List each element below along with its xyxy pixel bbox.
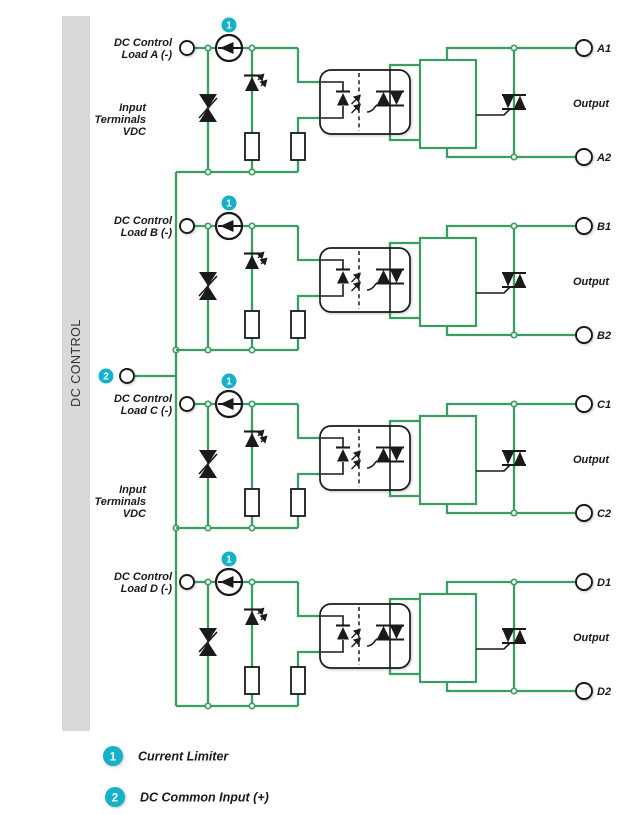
channel-d-load-label-line1: DC Control	[113, 571, 172, 583]
channel-a-limiter-badge-number: 1	[226, 20, 232, 32]
channel-b-terminal-bottom-label: B2	[597, 330, 612, 342]
common-input-terminal-icon	[120, 369, 134, 383]
channel-a-load-label-line2: Load A (-)	[121, 49, 172, 61]
legend	[103, 746, 269, 807]
channel-a-terminal-bottom-label: A2	[597, 152, 612, 164]
channel-a-load-label-line1: DC Control	[113, 37, 172, 49]
channel-c-terminal-top-label: C1	[597, 399, 612, 411]
channel-d-terminal-top-label: D1	[597, 577, 612, 589]
channel-c-load-label-line2: Load C (-)	[120, 405, 172, 417]
channel-a-circuit	[176, 18, 592, 175]
channel-d-load-label-line2: Load D (-)	[120, 583, 172, 595]
channel-a-terminal-top-label: A1	[597, 43, 612, 55]
channel-c-load-label-line1: DC Control	[113, 393, 172, 405]
dc-common-input	[99, 369, 177, 384]
legend-badge-2-number: 2	[111, 792, 119, 805]
legend-badge-1-number: 1	[109, 751, 117, 764]
input-terminals-label-1-line3: VDC	[122, 126, 146, 138]
channel-d-terminal-bottom-label: D2	[597, 686, 612, 698]
channel-d-circuit	[176, 552, 592, 709]
input-terminals-label-2-line2: Terminals	[94, 496, 146, 508]
input-terminals-label-2-line1: Input	[119, 484, 146, 496]
channel-c-terminal-bottom-label: C2	[597, 508, 612, 520]
sidebar-label: DC CONTROL	[69, 319, 83, 407]
legend-label-2: DC Common Input (+)	[140, 790, 269, 805]
channel-c-output-label: Output	[573, 454, 610, 466]
channel-b-limiter-badge-number: 1	[226, 198, 232, 210]
channel-b-output-label: Output	[573, 276, 610, 288]
channel-c-limiter-badge-number: 1	[226, 376, 232, 388]
channel-b-circuit	[176, 196, 592, 353]
input-terminals-label-1-line2: Terminals	[94, 114, 146, 126]
legend-label-1: Current Limiter	[138, 749, 229, 764]
channel-d-limiter-badge-number: 1	[226, 554, 232, 566]
channel-d-output-label: Output	[573, 632, 610, 644]
input-terminals-label-2-line3: VDC	[122, 508, 146, 520]
input-terminals-label-1-line1: Input	[119, 102, 146, 114]
channel-a-output-label: Output	[573, 98, 610, 110]
channel-b-load-label-line1: DC Control	[113, 215, 172, 227]
channel-b-load-label-line2: Load B (-)	[120, 227, 172, 239]
channel-c-circuit	[176, 374, 592, 531]
common-input-badge-number: 2	[103, 371, 109, 383]
channel-b-terminal-top-label: B1	[597, 221, 612, 233]
